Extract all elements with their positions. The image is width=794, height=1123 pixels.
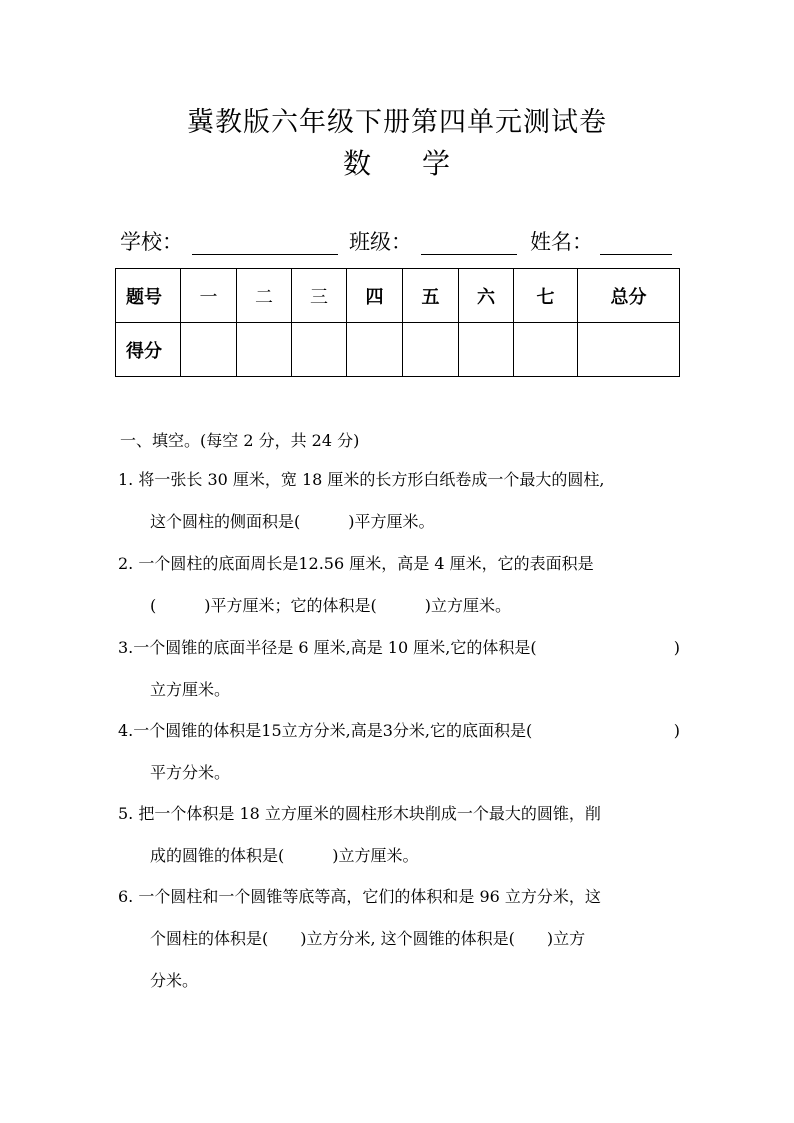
- question-3: [118, 627, 680, 711]
- question-5-line-2: 成的圆锥的体积是( )立方厘米。: [150, 846, 419, 865]
- row-header-label: 题号: [116, 269, 181, 323]
- name-label: 姓名：: [530, 230, 593, 254]
- column-header: 三: [292, 269, 347, 323]
- column-header-total: 总分: [578, 269, 680, 323]
- school-label: 学校：: [120, 230, 183, 254]
- student-info: [120, 226, 680, 260]
- question-4: [118, 710, 680, 794]
- column-header: 六: [459, 269, 514, 323]
- table-row: [116, 269, 680, 323]
- score-cell[interactable]: [459, 323, 514, 377]
- question-2: [118, 543, 680, 627]
- question-6-line-2: 个圆柱的体积是( )立方分米, 这个圆锥的体积是( )立方: [150, 929, 586, 948]
- question-3-line-1: 3.一个圆锥的底面半径是 6 厘米,高是 10 厘米,它的体积是(: [118, 638, 537, 657]
- name-blank[interactable]: [600, 254, 672, 255]
- score-cell[interactable]: [237, 323, 292, 377]
- column-header: 七: [514, 269, 578, 323]
- class-label: 班级：: [349, 230, 412, 254]
- class-blank[interactable]: [421, 254, 517, 255]
- question-2-line-1: 2. 一个圆柱的底面周长是12.56 厘米，高是 4 厘米，它的表面积是: [118, 554, 594, 573]
- column-header: 五: [403, 269, 459, 323]
- exam-title: 冀教版六年级下册第四单元测试卷: [187, 107, 607, 138]
- question-6: [118, 876, 680, 1002]
- column-header: 四: [347, 269, 403, 323]
- school-blank[interactable]: [192, 254, 338, 255]
- question-2-line-2: ( )平方厘米；它的体积是( )立方厘米。: [150, 596, 511, 615]
- question-5-line-1: 5. 把一个体积是 18 立方厘米的圆柱形木块削成一个最大的圆锥，削: [118, 804, 601, 823]
- question-3-paren-close: ): [673, 638, 680, 657]
- section-heading: 一、填空。(每空 2 分，共 24 分): [120, 431, 360, 450]
- question-1: [118, 459, 680, 543]
- question-5: [118, 793, 680, 877]
- subject-char-1: 数: [343, 147, 373, 180]
- score-label: 得分: [116, 323, 181, 377]
- column-header: 一: [181, 269, 237, 323]
- score-cell[interactable]: [181, 323, 237, 377]
- score-cell[interactable]: [347, 323, 403, 377]
- question-4-line-2: 平方分米。: [150, 763, 231, 782]
- question-1-line-2: 这个圆柱的侧面积是( )平方厘米。: [150, 512, 435, 531]
- column-header: 二: [237, 269, 292, 323]
- score-table: [115, 268, 680, 377]
- question-6-line-3: 分米。: [150, 971, 199, 990]
- question-3-line-2: 立方厘米。: [150, 680, 231, 699]
- table-row: [116, 323, 680, 377]
- subject-title: [0, 142, 794, 182]
- subject-char-2: 学: [421, 147, 451, 180]
- question-4-paren-close: ): [673, 721, 680, 740]
- question-6-line-1: 6. 一个圆柱和一个圆锥等底等高，它们的体积和是 96 立方分米，这: [118, 887, 601, 906]
- question-4-line-1: 4.一个圆锥的体积是15立方分米,高是3分米,它的底面积是(: [118, 721, 533, 740]
- score-cell[interactable]: [514, 323, 578, 377]
- score-cell-total[interactable]: [578, 323, 680, 377]
- question-1-line-1: 1. 将一张长 30 厘米，宽 18 厘米的长方形白纸卷成一个最大的圆柱,: [118, 470, 605, 489]
- score-cell[interactable]: [292, 323, 347, 377]
- score-cell[interactable]: [403, 323, 459, 377]
